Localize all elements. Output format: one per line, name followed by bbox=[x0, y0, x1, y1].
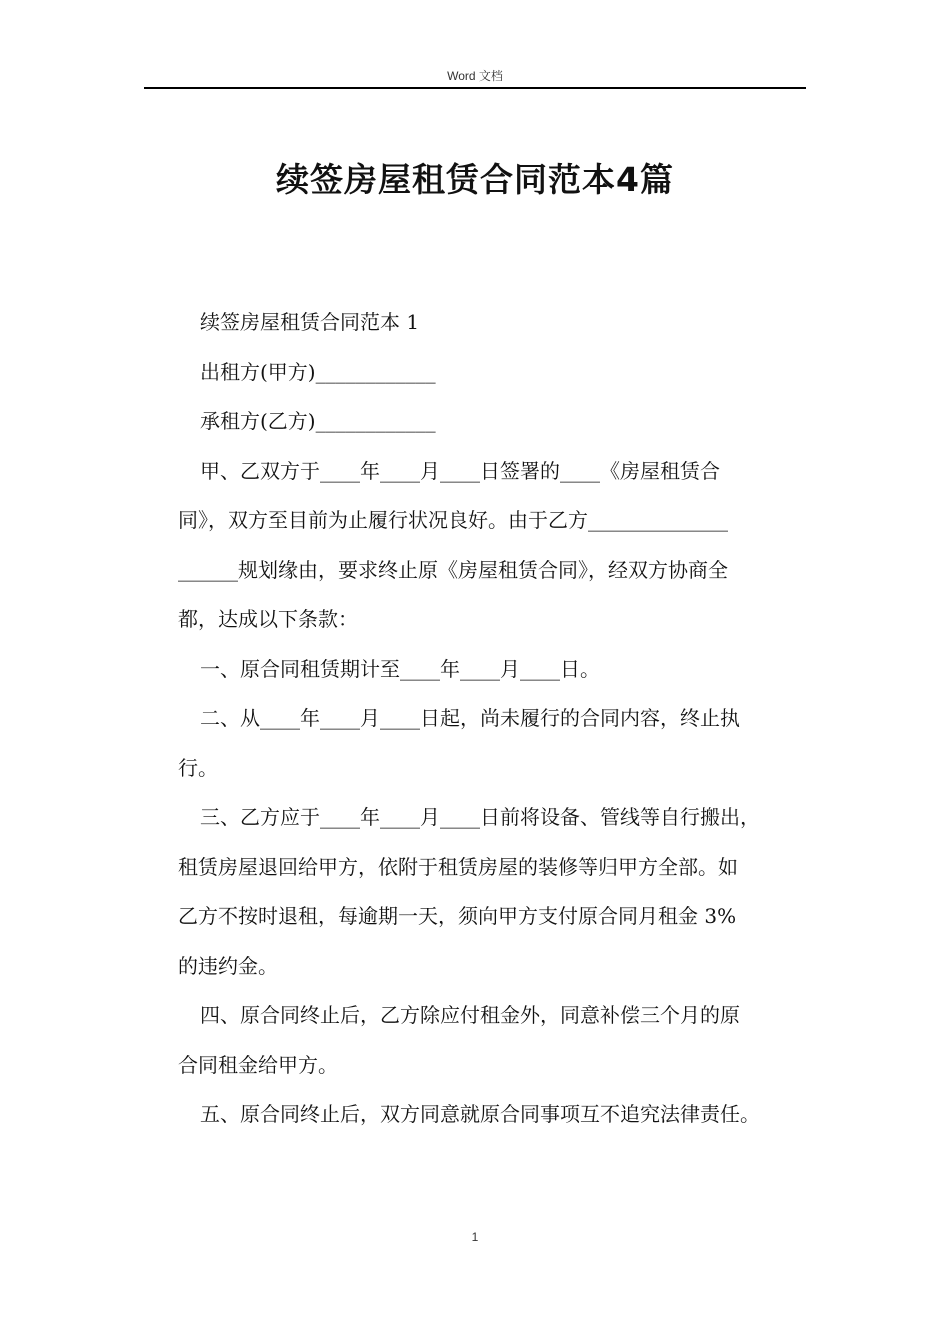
paragraph-line: 合同租金给甲方。 bbox=[178, 1052, 338, 1077]
paragraph-line: 二、从____年____月____日起，尚未履行的合同内容，终止执 bbox=[200, 706, 740, 730]
header-divider bbox=[144, 87, 806, 89]
page-header: Word 文档 bbox=[447, 69, 503, 83]
paragraph-line: 五、原合同终止后，双方同意就原合同事项互不追究法律责任。 bbox=[200, 1102, 760, 1126]
paragraph-line: 同》，双方至目前为止履行状况良好。由于乙方______________ bbox=[178, 508, 728, 532]
document-body bbox=[178, 298, 818, 1140]
paragraph-line: 租赁房屋退回给甲方，依附于租赁房屋的装修等归甲方全部。如 bbox=[178, 854, 738, 879]
paragraph-line: 一、原合同租赁期计至____年____月____日。 bbox=[200, 656, 600, 681]
paragraph-line: 三、乙方应于____年____月____日前将设备、管线等自行搬出， bbox=[200, 805, 760, 829]
paragraph-line: 都，达成以下条款： bbox=[178, 607, 358, 631]
paragraph-line: 行。 bbox=[178, 755, 218, 780]
paragraph-line: 四、原合同终止后，乙方除应付租金外，同意补偿三个月的原 bbox=[200, 1003, 740, 1027]
paragraph-line: ______规划缘由，要求终止原《房屋租赁合同》，经双方协商全 bbox=[178, 557, 728, 582]
paragraph-line: 出租方(甲方)____________ bbox=[200, 359, 436, 384]
paragraph-line: 甲、乙双方于____年____月____日签署的____《房屋租赁合 bbox=[200, 458, 720, 483]
document-title: 续签房屋租赁合同范本4篇 bbox=[276, 160, 674, 199]
paragraph-line: 续签房屋租赁合同范本 1 bbox=[200, 310, 420, 334]
paragraph-line: 的违约金。 bbox=[178, 953, 278, 978]
paragraph-line: 乙方不按时退租，每逾期一天，须向甲方支付原合同月租金 3% bbox=[178, 904, 737, 928]
paragraph-line: 承租方(乙方)____________ bbox=[200, 409, 436, 433]
page-number: 1 bbox=[471, 1230, 479, 1244]
